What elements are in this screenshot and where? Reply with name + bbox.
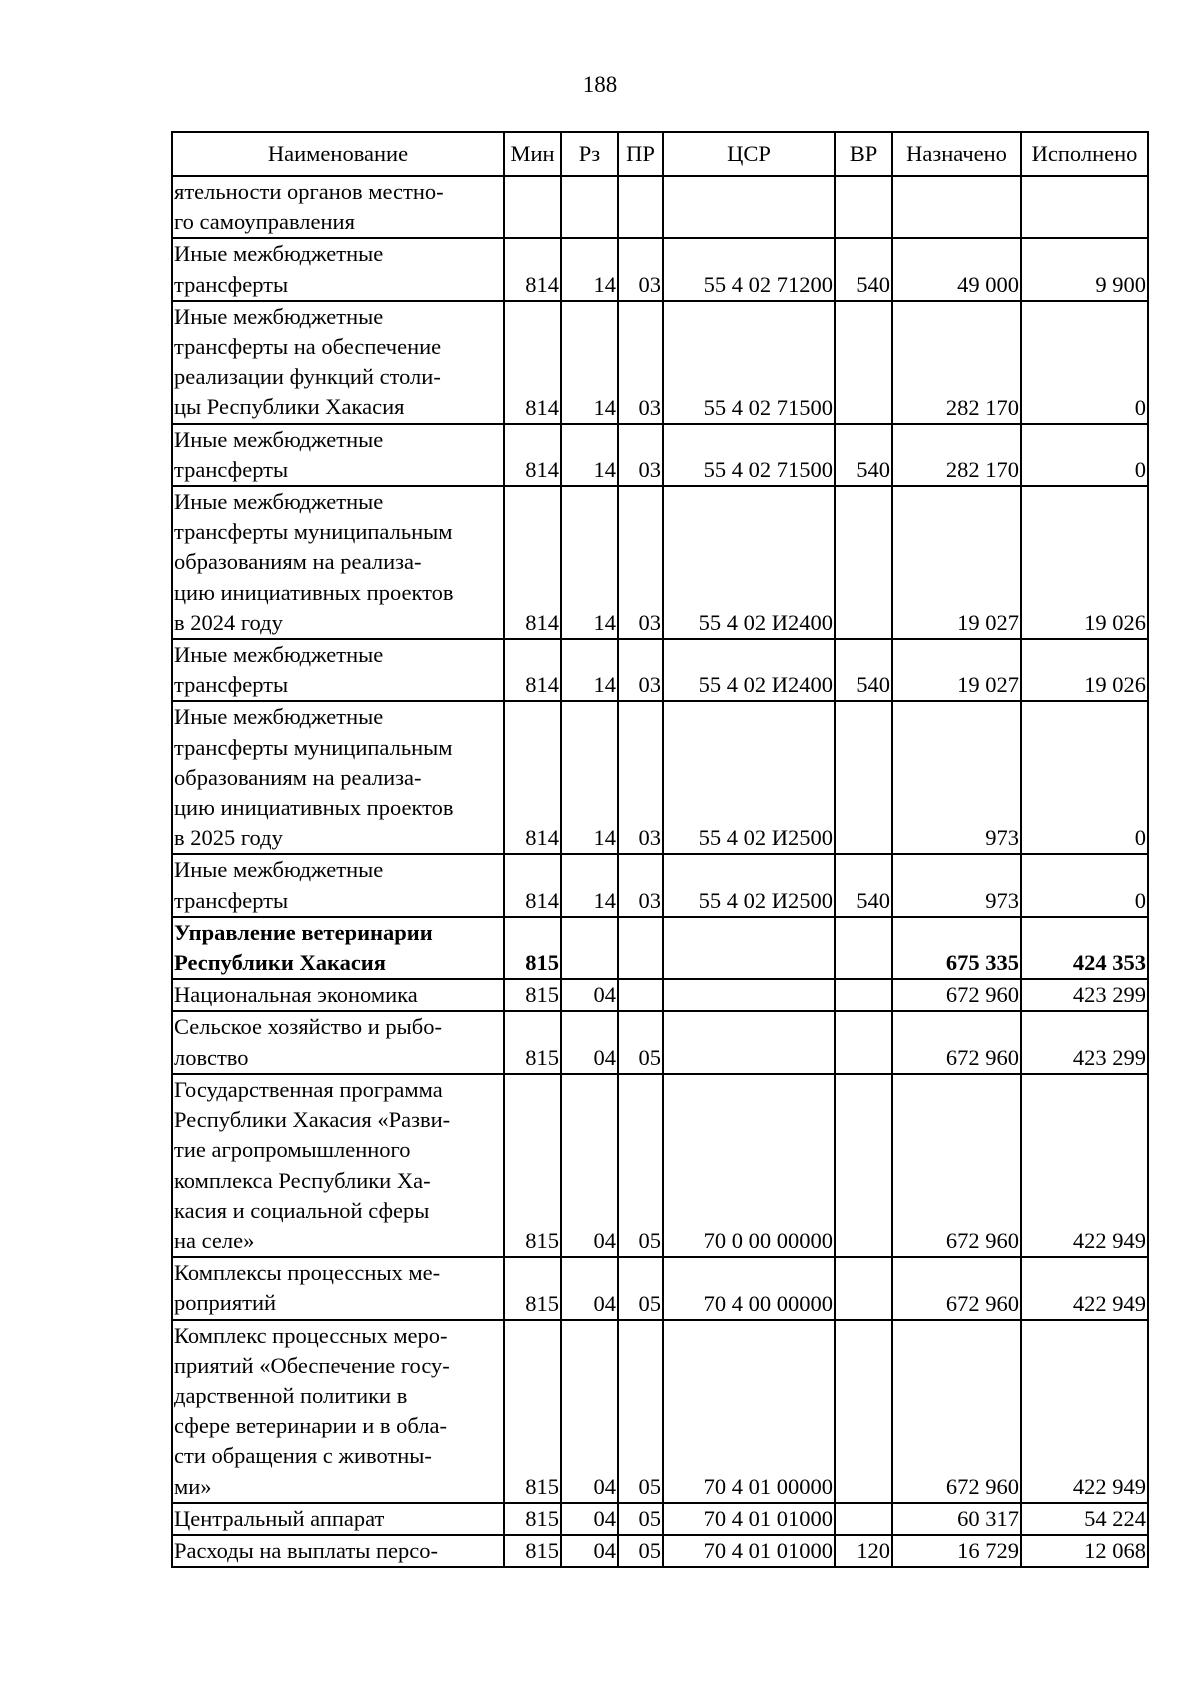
cell-vr bbox=[835, 1503, 892, 1535]
cell-rz: 14 bbox=[561, 854, 618, 916]
table-row bbox=[172, 1257, 1148, 1319]
cell-vr bbox=[835, 1074, 892, 1257]
cell-min: 815 bbox=[504, 1535, 561, 1567]
cell-pr bbox=[618, 979, 663, 1011]
cell-csr: 70 4 01 01000 bbox=[663, 1535, 835, 1567]
cell-pr bbox=[618, 176, 663, 238]
header-vr: ВР bbox=[835, 132, 892, 176]
cell-assigned: 672 960 bbox=[892, 1257, 1021, 1319]
page-number: 188 bbox=[582, 72, 618, 97]
cell-pr: 03 bbox=[618, 701, 663, 854]
cell-rz: 04 bbox=[561, 1503, 618, 1535]
cell-csr bbox=[663, 917, 835, 979]
cell-pr: 03 bbox=[618, 301, 663, 424]
cell-executed: 0 bbox=[1021, 701, 1148, 854]
cell-executed: 424 353 bbox=[1021, 917, 1148, 979]
cell-rz: 14 bbox=[561, 639, 618, 701]
header-rz: Рз bbox=[561, 132, 618, 176]
cell-executed: 19 026 bbox=[1021, 639, 1148, 701]
cell-vr bbox=[835, 486, 892, 639]
cell-name: Сельское хозяйство и рыбо- ловство bbox=[172, 1011, 504, 1073]
cell-name: ятельности органов местно- го самоуправления bbox=[172, 176, 504, 238]
cell-csr: 70 4 01 01000 bbox=[663, 1503, 835, 1535]
cell-executed: 0 bbox=[1021, 424, 1148, 486]
table-body bbox=[172, 176, 1148, 1567]
cell-assigned: 672 960 bbox=[892, 979, 1021, 1011]
cell-vr bbox=[835, 979, 892, 1011]
cell-csr: 55 4 02 И2500 bbox=[663, 854, 835, 916]
table-row bbox=[172, 1535, 1148, 1567]
cell-min: 815 bbox=[504, 1011, 561, 1073]
cell-min: 814 bbox=[504, 701, 561, 854]
cell-min: 814 bbox=[504, 639, 561, 701]
cell-executed: 423 299 bbox=[1021, 979, 1148, 1011]
cell-name: Расходы на выплаты персо- bbox=[172, 1535, 504, 1567]
cell-min: 815 bbox=[504, 1257, 561, 1319]
cell-name: Национальная экономика bbox=[172, 979, 504, 1011]
table-row bbox=[172, 1074, 1148, 1257]
cell-pr: 03 bbox=[618, 424, 663, 486]
cell-rz: 14 bbox=[561, 701, 618, 854]
cell-pr: 03 bbox=[618, 854, 663, 916]
cell-name: Комплексы процессных ме- роприятий bbox=[172, 1257, 504, 1319]
cell-csr bbox=[663, 1011, 835, 1073]
cell-name: Государственная программа Республики Хакасия «Разви- тие агропромышленного комплекса Республики Ха- касия и социальной сферы на селе» bbox=[172, 1074, 504, 1257]
cell-pr: 05 bbox=[618, 1320, 663, 1503]
cell-assigned: 675 335 bbox=[892, 917, 1021, 979]
cell-vr: 540 bbox=[835, 854, 892, 916]
cell-min: 815 bbox=[504, 979, 561, 1011]
cell-executed: 422 949 bbox=[1021, 1074, 1148, 1257]
table-row bbox=[172, 301, 1148, 424]
table-row bbox=[172, 424, 1148, 486]
cell-executed bbox=[1021, 176, 1148, 238]
cell-csr: 55 4 02 И2500 bbox=[663, 701, 835, 854]
header-assigned: Назначено bbox=[892, 132, 1021, 176]
cell-assigned: 60 317 bbox=[892, 1503, 1021, 1535]
cell-min: 815 bbox=[504, 1320, 561, 1503]
table-row bbox=[172, 176, 1148, 238]
cell-csr: 55 4 02 И2400 bbox=[663, 639, 835, 701]
budget-table bbox=[171, 131, 1149, 1568]
cell-assigned: 282 170 bbox=[892, 301, 1021, 424]
cell-executed: 0 bbox=[1021, 301, 1148, 424]
cell-rz bbox=[561, 917, 618, 979]
cell-rz: 04 bbox=[561, 1320, 618, 1503]
cell-executed: 0 bbox=[1021, 854, 1148, 916]
cell-assigned: 19 027 bbox=[892, 486, 1021, 639]
cell-min: 815 bbox=[504, 1074, 561, 1257]
header-min: Мин bbox=[504, 132, 561, 176]
cell-rz bbox=[561, 176, 618, 238]
cell-executed: 422 949 bbox=[1021, 1320, 1148, 1503]
table-row bbox=[172, 1503, 1148, 1535]
cell-name: Иные межбюджетные трансферты на обеспечение реализации функций столи- цы Республики Хакасия bbox=[172, 301, 504, 424]
cell-min: 814 bbox=[504, 854, 561, 916]
cell-pr: 03 bbox=[618, 639, 663, 701]
cell-pr: 03 bbox=[618, 238, 663, 300]
cell-assigned: 973 bbox=[892, 701, 1021, 854]
cell-csr: 70 4 00 00000 bbox=[663, 1257, 835, 1319]
table-header-row bbox=[172, 132, 1148, 176]
cell-csr: 70 4 01 00000 bbox=[663, 1320, 835, 1503]
table-row bbox=[172, 639, 1148, 701]
cell-pr bbox=[618, 917, 663, 979]
cell-min: 815 bbox=[504, 917, 561, 979]
table-row bbox=[172, 486, 1148, 639]
table-row bbox=[172, 1320, 1148, 1503]
cell-assigned: 672 960 bbox=[892, 1074, 1021, 1257]
cell-vr: 540 bbox=[835, 238, 892, 300]
cell-vr: 120 bbox=[835, 1535, 892, 1567]
cell-vr bbox=[835, 917, 892, 979]
cell-assigned: 49 000 bbox=[892, 238, 1021, 300]
table-row bbox=[172, 1011, 1148, 1073]
cell-rz: 04 bbox=[561, 1535, 618, 1567]
cell-name: Управление ветеринарии Республики Хакасия bbox=[172, 917, 504, 979]
cell-executed: 423 299 bbox=[1021, 1011, 1148, 1073]
cell-assigned: 282 170 bbox=[892, 424, 1021, 486]
cell-csr: 55 4 02 71200 bbox=[663, 238, 835, 300]
cell-assigned: 973 bbox=[892, 854, 1021, 916]
cell-executed: 12 068 bbox=[1021, 1535, 1148, 1567]
cell-pr: 05 bbox=[618, 1074, 663, 1257]
cell-min: 814 bbox=[504, 238, 561, 300]
cell-name: Иные межбюджетные трансферты bbox=[172, 424, 504, 486]
cell-vr bbox=[835, 1320, 892, 1503]
cell-pr: 05 bbox=[618, 1257, 663, 1319]
cell-rz: 04 bbox=[561, 979, 618, 1011]
cell-executed: 54 224 bbox=[1021, 1503, 1148, 1535]
cell-csr bbox=[663, 979, 835, 1011]
cell-pr: 03 bbox=[618, 486, 663, 639]
cell-min: 814 bbox=[504, 486, 561, 639]
cell-executed: 422 949 bbox=[1021, 1257, 1148, 1319]
cell-pr: 05 bbox=[618, 1503, 663, 1535]
header-executed: Исполнено bbox=[1021, 132, 1148, 176]
cell-pr: 05 bbox=[618, 1535, 663, 1567]
cell-vr: 540 bbox=[835, 639, 892, 701]
cell-name: Иные межбюджетные трансферты bbox=[172, 639, 504, 701]
table-row bbox=[172, 701, 1148, 854]
cell-rz: 04 bbox=[561, 1074, 618, 1257]
cell-name: Иные межбюджетные трансферты bbox=[172, 238, 504, 300]
cell-assigned: 16 729 bbox=[892, 1535, 1021, 1567]
cell-min: 814 bbox=[504, 301, 561, 424]
cell-csr: 55 4 02 71500 bbox=[663, 301, 835, 424]
cell-executed: 9 900 bbox=[1021, 238, 1148, 300]
header-pr: ПР bbox=[618, 132, 663, 176]
cell-assigned: 672 960 bbox=[892, 1011, 1021, 1073]
cell-rz: 04 bbox=[561, 1011, 618, 1073]
table-row bbox=[172, 854, 1148, 916]
cell-min: 814 bbox=[504, 424, 561, 486]
cell-name: Центральный аппарат bbox=[172, 1503, 504, 1535]
header-csr: ЦСР bbox=[663, 132, 835, 176]
cell-min bbox=[504, 176, 561, 238]
header-name: Наименование bbox=[172, 132, 504, 176]
cell-assigned: 672 960 bbox=[892, 1320, 1021, 1503]
cell-rz: 04 bbox=[561, 1257, 618, 1319]
cell-rz: 14 bbox=[561, 424, 618, 486]
cell-vr bbox=[835, 176, 892, 238]
cell-csr: 55 4 02 71500 bbox=[663, 424, 835, 486]
cell-name: Комплекс процессных меро- приятий «Обеспечение госу- дарственной политики в сфере ветеринарии и в обла- сти обращения с животны- ми» bbox=[172, 1320, 504, 1503]
cell-name: Иные межбюджетные трансферты bbox=[172, 854, 504, 916]
cell-pr: 05 bbox=[618, 1011, 663, 1073]
cell-vr bbox=[835, 1011, 892, 1073]
cell-min: 815 bbox=[504, 1503, 561, 1535]
cell-csr: 70 0 00 00000 bbox=[663, 1074, 835, 1257]
cell-rz: 14 bbox=[561, 301, 618, 424]
cell-csr bbox=[663, 176, 835, 238]
cell-name: Иные межбюджетные трансферты муниципальным образованиям на реализа- цию инициативных проектов в 2024 году bbox=[172, 486, 504, 639]
cell-vr: 540 bbox=[835, 424, 892, 486]
cell-assigned: 19 027 bbox=[892, 639, 1021, 701]
table-row bbox=[172, 917, 1148, 979]
cell-rz: 14 bbox=[561, 238, 618, 300]
cell-vr bbox=[835, 701, 892, 854]
cell-name: Иные межбюджетные трансферты муниципальным образованиям на реализа- цию инициативных проектов в 2025 году bbox=[172, 701, 504, 854]
cell-executed: 19 026 bbox=[1021, 486, 1148, 639]
cell-csr: 55 4 02 И2400 bbox=[663, 486, 835, 639]
cell-vr bbox=[835, 1257, 892, 1319]
cell-vr bbox=[835, 301, 892, 424]
cell-rz: 14 bbox=[561, 486, 618, 639]
cell-assigned bbox=[892, 176, 1021, 238]
table-row bbox=[172, 979, 1148, 1011]
table-row bbox=[172, 238, 1148, 300]
